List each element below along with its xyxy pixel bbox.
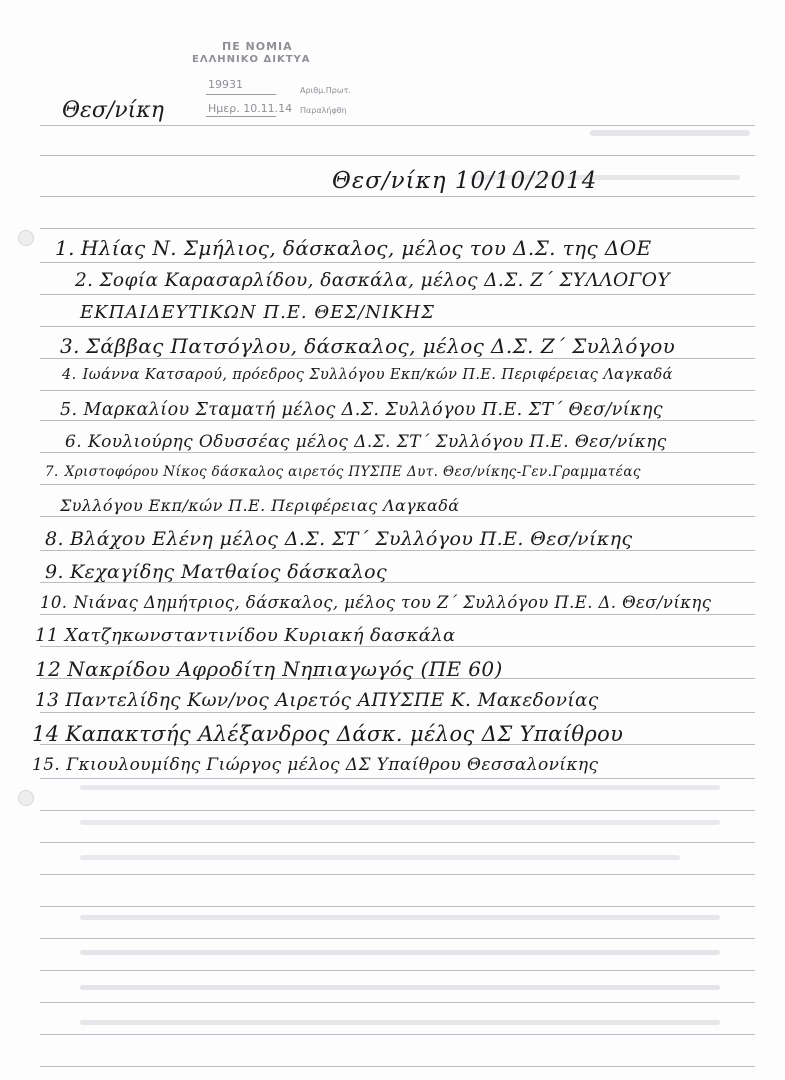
ruled-line <box>40 842 755 843</box>
ruled-line <box>40 550 755 551</box>
list-item: 2. Σοφία Καρασαρλίδου, δασκάλα, μέλος Δ.Σ. Ζ΄ ΣΥΛΛΟΓΟΥ <box>75 270 670 291</box>
stamp-rule <box>206 116 276 117</box>
list-item: 8. Βλάχου Ελένη μέλος Δ.Σ. ΣΤ΄ Συλλόγου Π.Ε. Θεσ/νίκης <box>45 528 633 550</box>
ruled-line <box>40 1002 755 1003</box>
bleed-through-mark <box>590 130 750 136</box>
list-item: 1. Ηλίας Ν. Σμήλιος, δάσκαλος, μέλος του Δ.Σ. της ΔΟΕ <box>55 236 652 260</box>
bleed-through-mark <box>80 1020 720 1025</box>
ruled-line <box>40 1034 755 1035</box>
list-item: 6. Κουλιούρης Οδυσσέας μέλος Δ.Σ. ΣΤ΄ Συλλόγου Π.Ε. Θεσ/νίκης <box>65 432 667 452</box>
stamp-date-label: Παραλήφθη <box>300 106 347 115</box>
ruled-line <box>40 390 755 391</box>
bleed-through-mark <box>80 820 720 825</box>
stamp-date: Ημερ. 10.11.14 <box>208 102 293 115</box>
list-item: 12 Νακρίδου Αφροδίτη Νηπιαγωγός (ΠΕ 60) <box>35 657 503 681</box>
list-item: 3. Σάββας Πατσόγλου, δάσκαλος, μέλος Δ.Σ. Ζ΄ Συλλόγου <box>60 334 676 358</box>
ruled-line <box>40 228 755 229</box>
list-item: 10. Νιάνας Δημήτριος, δάσκαλος, μέλος του Ζ΄ Συλλόγου Π.Ε. Δ. Θεσ/νίκης <box>40 593 712 612</box>
ruled-line <box>40 452 755 453</box>
ruled-line <box>40 938 755 939</box>
ruled-line <box>40 1066 755 1067</box>
stamp-number: 19931 <box>208 78 243 91</box>
ruled-line <box>40 262 755 263</box>
list-item: 5. Μαρκαλίου Σταματή μέλος Δ.Σ. Συλλόγου Π.Ε. ΣΤ΄ Θεσ/νίκης <box>60 400 664 420</box>
list-item: 11 Χατζηκωνσταντινίδου Κυριακή δασκάλα <box>35 625 456 646</box>
list-item: 4. Ιωάννα Κατσαρού, πρόεδρος Συλλόγου Εκπ/κών Π.Ε. Περιφέρειας Λαγκαδά <box>62 367 673 383</box>
punch-hole <box>18 790 34 806</box>
list-item: 14 Καπακτσής Αλέξανδρος Δάσκ. μέλος ΔΣ Υπαίθρου <box>32 722 624 746</box>
ruled-line <box>40 874 755 875</box>
ruled-line <box>40 125 755 126</box>
stamp-rule <box>206 94 276 95</box>
list-item: 9. Κεχαγίδης Ματθαίος δάσκαλος <box>45 561 388 583</box>
received-stamp <box>190 34 360 116</box>
ruled-line <box>40 712 755 713</box>
date-line: Θεσ/νίκη 10/10/2014 <box>332 168 598 194</box>
ruled-line <box>40 778 755 779</box>
bleed-through-mark <box>80 950 720 955</box>
ruled-line <box>40 516 755 517</box>
bleed-through-mark <box>80 785 720 790</box>
ruled-line <box>40 420 755 421</box>
ruled-line <box>40 810 755 811</box>
list-item: Συλλόγου Εκπ/κών Π.Ε. Περιφέρειας Λαγκαδά <box>60 496 460 515</box>
bleed-through-mark <box>80 915 720 920</box>
list-item: 13 Παντελίδης Κων/νος Αιρετός ΑΠΥΣΠΕ Κ. Μακεδονίας <box>35 690 599 711</box>
bleed-through-mark <box>80 855 680 860</box>
punch-hole <box>18 230 34 246</box>
stamp-line-1: ΠΕ ΝΟΜΙΑ <box>222 40 293 53</box>
ruled-line <box>40 326 755 327</box>
ruled-line <box>40 155 755 156</box>
stamp-line-2: ΕΛΛΗΝΙΚΟ ΔΙΚΤΥΑ <box>192 54 311 65</box>
stamp-number-label: Αριθμ.Πρωτ. <box>300 86 351 95</box>
ruled-line <box>40 196 755 197</box>
ruled-line <box>40 358 755 359</box>
ruled-line <box>40 646 755 647</box>
ruled-line <box>40 906 755 907</box>
place-header: Θεσ/νίκη <box>62 98 164 123</box>
list-item: 15. Γκιουλουμίδης Γιώργος μέλος ΔΣ Υπαίθρου Θεσσαλονίκης <box>32 755 599 775</box>
ruled-line <box>40 614 755 615</box>
ruled-line <box>40 294 755 295</box>
ruled-line <box>40 484 755 485</box>
list-item: 7. Χριστοφόρου Νίκος δάσκαλος αιρετός ΠΥΣΠΕ Δυτ. Θεσ/νίκης-Γεν.Γραμματέας <box>45 464 641 480</box>
list-item: ΕΚΠΑΙΔΕΥΤΙΚΩΝ Π.Ε. ΘΕΣ/ΝΙΚΗΣ <box>80 302 435 323</box>
ruled-line <box>40 970 755 971</box>
bleed-through-mark <box>80 985 720 990</box>
